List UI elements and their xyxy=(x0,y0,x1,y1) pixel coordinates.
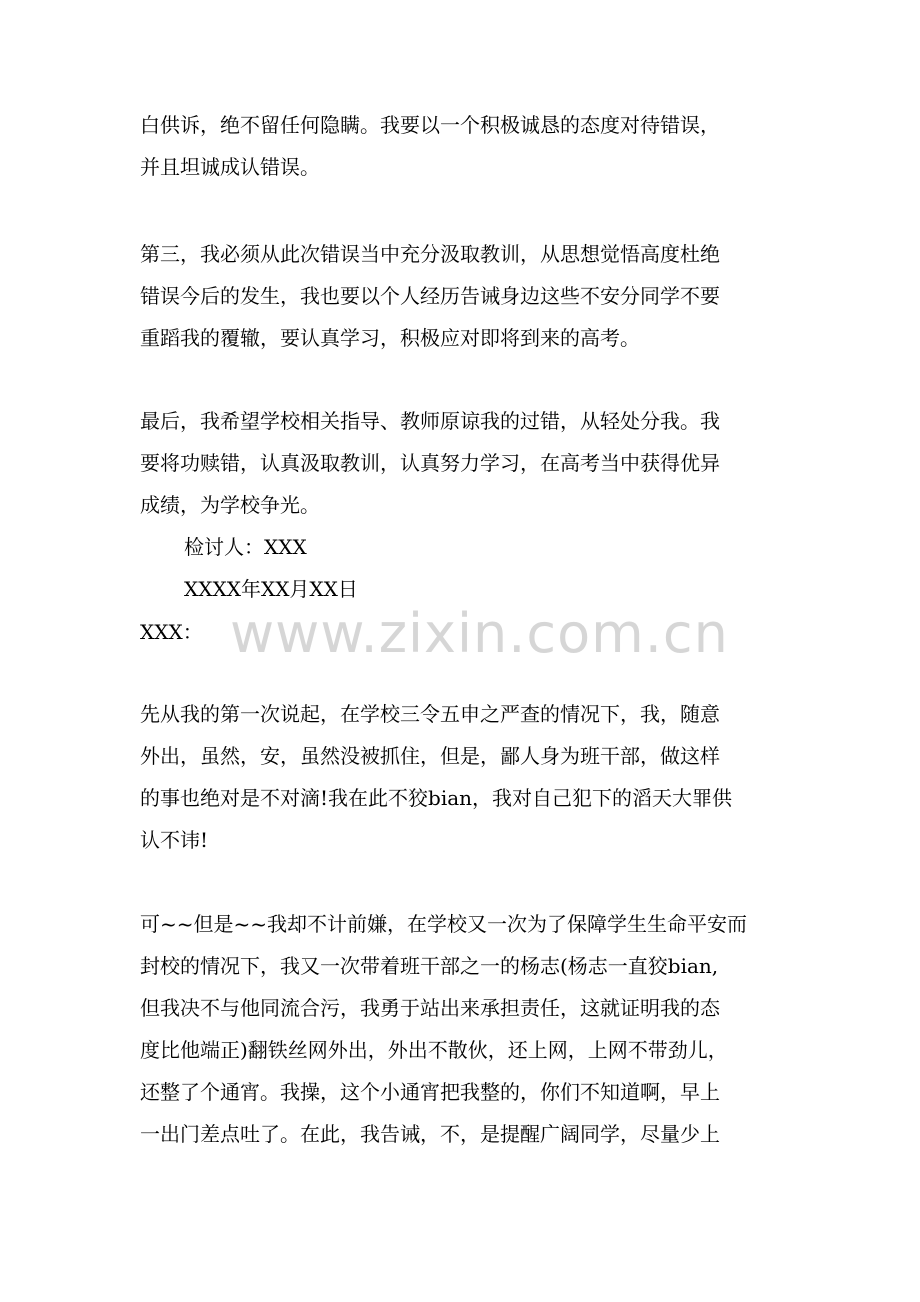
paragraph-confession-end xyxy=(140,104,780,188)
watermark: www.zixin.com.cn xyxy=(230,602,729,665)
text-line: 可~~但是~~我却不计前嫌，在学校又一次为了保障学生生命平安而 xyxy=(140,912,748,936)
text-line: 先从我的第一次说起，在学校三令五申之严查的情况下，我，随意 xyxy=(140,702,720,726)
date-line: XXXX年XX月XX日 xyxy=(184,577,358,601)
text-line: 的事也绝对是不对滴!我在此不狡bian，我对自己犯下的滔天大罪供 xyxy=(140,786,733,810)
text-line: 最后，我希望学校相关指导、教师原谅我的过错，从轻处分我。我 xyxy=(140,409,720,433)
text-line: 但我决不与他同流合污，我勇于站出来承担责任，这就证明我的态 xyxy=(140,996,720,1020)
text-line: 一出门差点吐了。在此，我告诫，不，是提醒广阔同学，尽量少上 xyxy=(140,1122,720,1146)
text-line: 要将功赎错，认真汲取教训，认真努力学习，在高考当中获得优异 xyxy=(140,451,720,475)
text-line: 封校的情况下，我又一次带着班干部之一的杨志(杨志一直狡bian, xyxy=(140,954,719,978)
paragraph-first-incident xyxy=(140,693,780,861)
text-line: 错误今后的发生，我也要以个人经历告诫身边这些不安分同学不要 xyxy=(140,284,720,308)
signer-line: 检讨人：XXX xyxy=(184,535,307,559)
text-line: 成绩，为学校争光。 xyxy=(140,493,320,517)
text-line: 度比他端正)翻铁丝网外出，外出不散伙，还上网，上网不带劲儿， xyxy=(140,1038,728,1062)
text-line: 认不讳! xyxy=(140,828,209,852)
text-line: 白供诉，绝不留任何隐瞒。我要以一个积极诚恳的态度对待错误， xyxy=(140,113,720,137)
paragraph-second-incident xyxy=(140,903,780,1155)
text-line: 并且坦诚成认错误。 xyxy=(140,155,320,179)
text-line: 重蹈我的覆辙，要认真学习，积极应对即将到来的高考。 xyxy=(140,326,640,350)
signature-block xyxy=(184,526,824,610)
salutation-line: XXX： xyxy=(140,620,203,644)
text-line: 第三，我必须从此次错误当中充分汲取教训，从思想觉悟高度杜绝 xyxy=(140,242,720,266)
salutation xyxy=(140,611,780,653)
paragraph-third-point xyxy=(140,233,780,359)
paragraph-final-point xyxy=(140,400,780,526)
text-line: 还整了个通宵。我操，这个小通宵把我整的，你们不知道啊，早上 xyxy=(140,1080,720,1104)
text-line: 外出，虽然，安，虽然没被抓住，但是，鄙人身为班干部，做这样 xyxy=(140,744,720,768)
